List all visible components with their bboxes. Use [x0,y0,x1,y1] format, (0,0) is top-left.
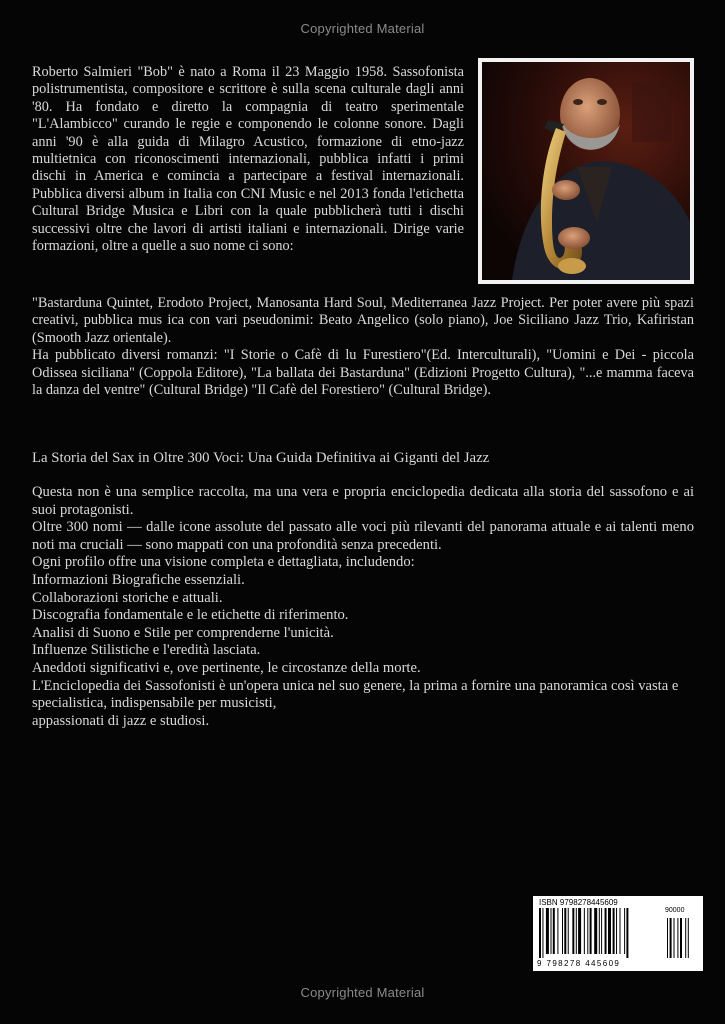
barcode-bar [562,908,563,954]
saxophonist-photo-icon [482,62,690,280]
barcode-bar [620,908,621,954]
desc-list-item: Discografia fondamentale e le etichette di riferimento. [32,607,349,624]
desc-list-item: Influenze Stilistiche e l'eredità lasciata. [32,642,261,659]
barcode-bar [587,908,588,954]
desc-line: Questa non è una semplice raccolta, ma una vera e propria enciclopedia dedicata alla storia del sassofono e ai suoi protagonisti. [32,484,694,518]
author-bio-intro: Roberto Salmieri "Bob" è nato a Roma il 23 Maggio 1958. Sassofonista polistrumentista, compositore e scrittore è sulla scena culturale dagli anni '80. Ha fondato e diretto la compagnia di teatro sperimentale "L'Alambicco" curando le regie e componendo le colonne sonore. Dagli anni '90 è alla guida di Milagro Acustico, formazione di etno-jazz multietnica con riconoscimenti internazionali, pubblica infatti i primi dischi in America e comincia a partecipare a festival internazionali. Pubblica diversi album in Italia con CNI Music e nel 2013 fonda l'etichetta Cultural Bridge Musica e Libri con la quale pubblicherà tutti i dischi successivi oltre che lavori di artisti italiani e internazionali. Dirige varie formazioni, oltre a quelle a suo nome ci sono: [32,64,464,255]
author-photo [478,58,694,284]
desc-list-item: Aneddoti significativi e, ove pertinente, le circostanze della morte. [32,659,421,676]
barcode-addon-bar [685,918,686,958]
barcode-bar [572,908,574,954]
isbn-digits: 9 798278 445609 [537,959,621,968]
barcode-bar [557,908,558,954]
desc-line: Oltre 300 nomi — dalle icone assolute del passato alle voci più rilevanti del panorama attuale e ai talenti meno noti ma cruciali — sono mappati con una profondità senza precedenti. [32,519,694,553]
barcode-bar [576,908,577,954]
isbn-barcode [533,896,703,971]
book-description [32,484,694,730]
desc-line: appassionati di jazz e studiosi. [32,712,210,729]
price-code: 90000 [665,907,685,914]
book-title: La Storia del Sax in Oltre 300 Voci: Una Guida Definitiva ai Giganti del Jazz [32,450,490,466]
bio-paragraph-novels: Ha pubblicato diversi romanzi: "I Storie o Cafè di lu Furestiero"(Ed. Interculturali), "Uomini e Dei - piccola Odissea siciliana" (Coppola Editore), "La ballata dei Bastarduna" (Edizioni Progetto Cultura), "...e mamma faceva la danza del ventre" (Cultural Bridge) "Il Cafè del Forestiero" (Cultural Bridge). [32,347,694,399]
bio-paragraph-projects: "Bastarduna Quintet, Erodoto Project, Manosanta Hard Soul, Mediterranea Jazz Project. Per poter avere più spazi creativi, pubblica mus ica con vari pseudonimi: Beato Angelico (solo piano), Joe Siciliano Jazz Trio, Kafiristan (Smooth Jazz orientale). [32,295,694,346]
barcode-addon-bar [677,918,678,958]
barcode-bar [584,908,585,954]
barcode-addon-bar [670,918,672,958]
barcode-bars [537,908,701,960]
barcode-bar [594,908,597,954]
barcode-bar [608,908,611,954]
barcode-addon-bar [674,918,675,958]
barcode-bar [551,908,552,954]
barcode-bar [599,908,600,954]
barcode-bar [553,908,555,954]
barcode-bar [539,908,541,958]
barcode-bar [624,908,625,954]
barcode-bar [542,908,543,958]
author-bio-continued [32,295,694,399]
barcode-addon-bar [680,918,682,958]
desc-line: Ogni profilo offre una visione completa e dettagliata, includendo: [32,554,415,571]
desc-list-item: Collaborazioni storiche e attuali. [32,589,223,606]
watermark-bottom: Copyrighted Material [300,985,425,1000]
barcode-bar [546,908,549,954]
barcode-bar [564,908,566,954]
barcode-bar [605,908,607,954]
barcode-bar [616,908,617,954]
barcode-bar [578,908,581,954]
barcode-addon-bar [667,918,668,958]
watermark-top: Copyrighted Material [300,21,425,36]
desc-list-item: Informazioni Biografiche essenziali. [32,571,245,588]
isbn-label: ISBN 9798278445609 [539,898,618,907]
desc-line: L'Enciclopedia dei Sassofonisti è un'opera unica nel suo genere, la prima a fornire una panoramica così vasta e specialistica, indispensabile per musicisti, [32,677,679,712]
desc-list-item: Analisi di Suono e Stile per comprenderne l'unicità. [32,624,334,641]
barcode-bar [613,908,615,954]
barcode-bar [568,908,569,954]
barcode-bar [601,908,602,954]
barcode-addon-bar [688,918,689,958]
barcode-bar [590,908,592,954]
barcode-bar [626,908,628,958]
